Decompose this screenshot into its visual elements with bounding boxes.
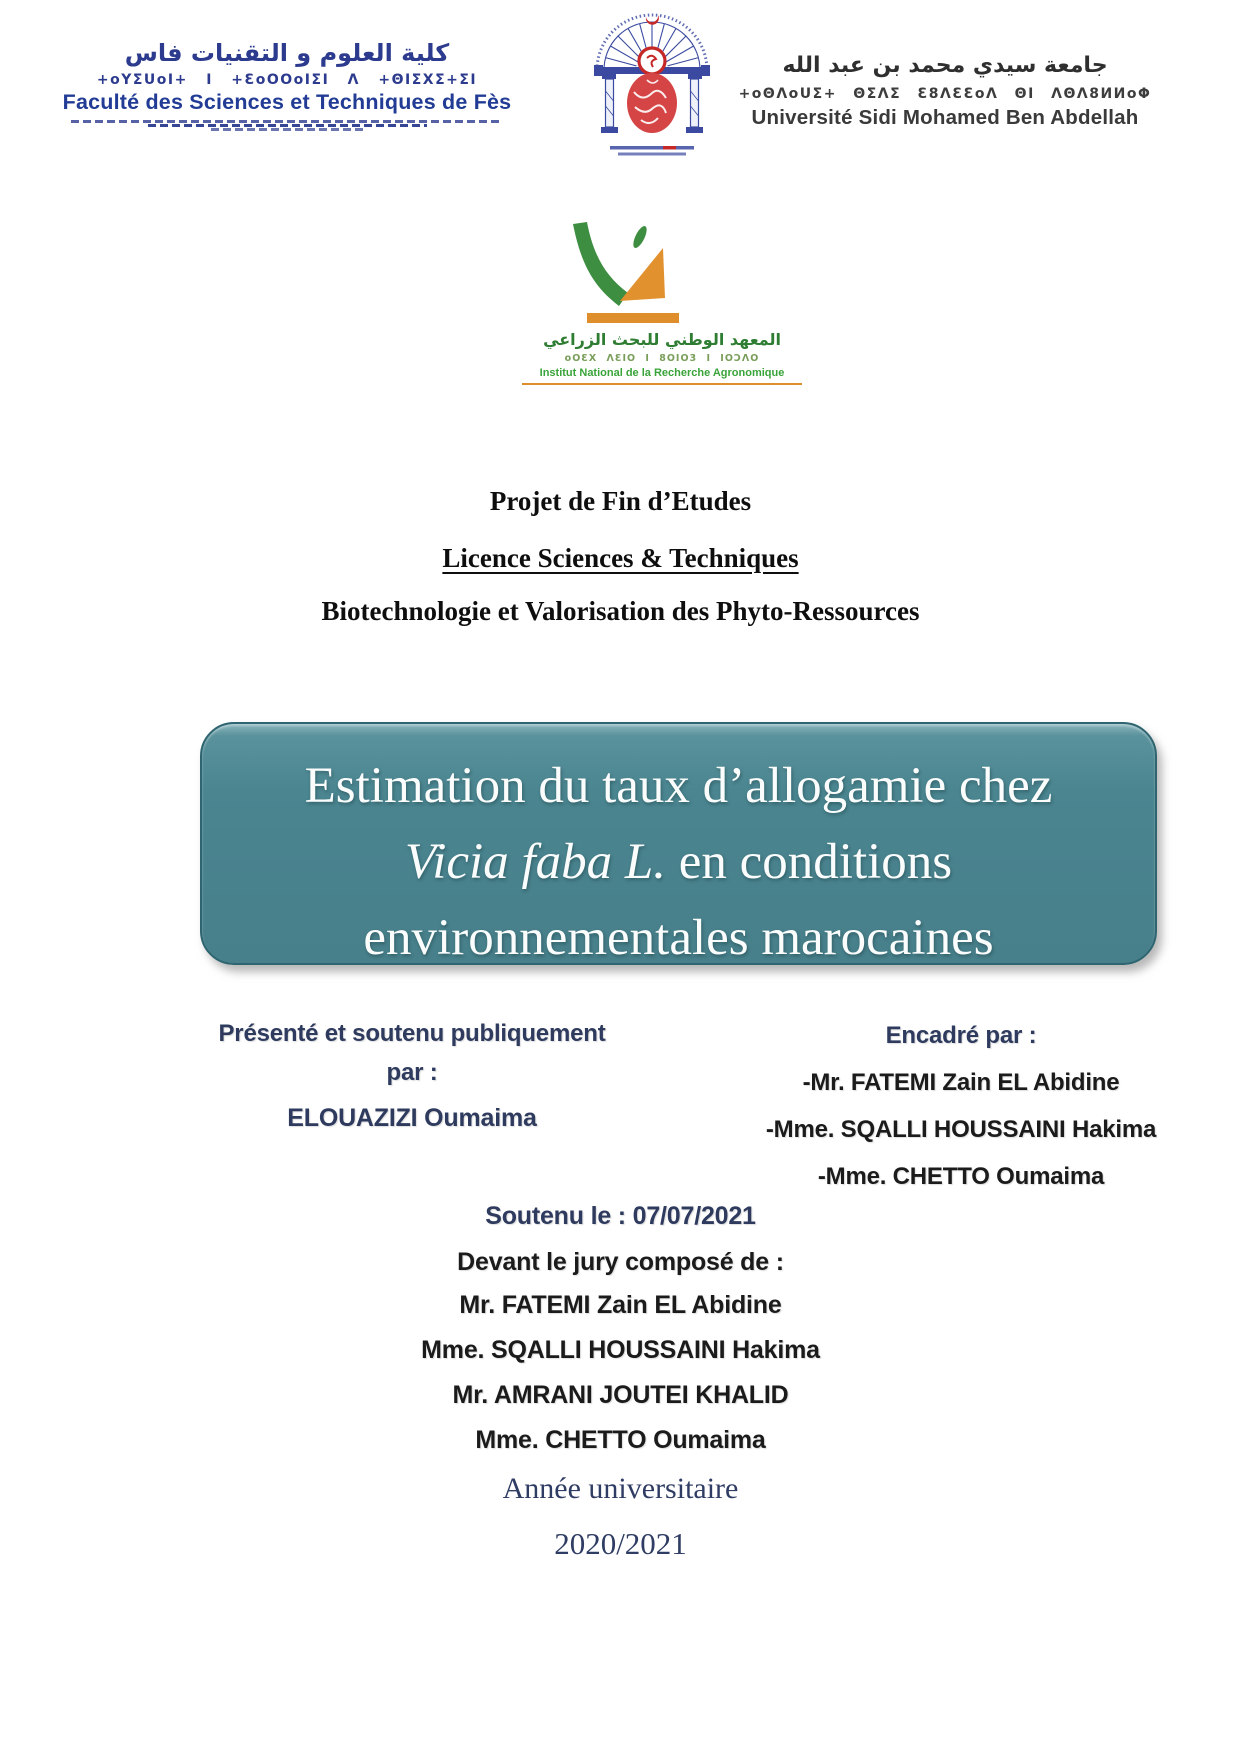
inra-name-tifinagh: oOƐX ΛƐIO I 8OIO3 I IOƆΛO: [564, 353, 760, 364]
faculty-name-french: Faculté des Sciences et Techniques de Fès: [62, 90, 512, 114]
faculty-name-tifinagh: +oYΣUoI+ I +ƐoOOoIΣI Λ +ΘIΣXΣ+ΣI: [96, 72, 478, 88]
faculty-name-arabic: كلية العلوم و التقنيات فاس: [124, 39, 450, 67]
academic-year-label: Année universitaire: [502, 1472, 739, 1505]
supervised-by-block: [728, 1022, 1194, 1191]
program-line-filiere: Biotechnologie et Valorisation des Phyto-Ressources: [321, 596, 920, 626]
inra-name-arabic: المعهد الوطني للبحث الزراعي: [543, 330, 781, 349]
presented-by-heading: Présenté et soutenu publiquement: [218, 1020, 606, 1047]
thesis-title-line3: environnementales marocaines: [363, 910, 994, 966]
program-line-licence: Licence Sciences & Techniques: [442, 543, 799, 573]
faculty-header-block: [62, 38, 512, 132]
student-name: ELOUAZIZI Oumaima: [287, 1104, 537, 1132]
inra-name-french: Institut National de la Recherche Agronomique: [522, 367, 802, 385]
presented-by-par: par :: [386, 1059, 438, 1086]
jury-heading: Devant le jury composé de :: [457, 1248, 784, 1276]
academic-year-value: 2020/2021: [554, 1526, 687, 1561]
supervisor-name: -Mr. FATEMI Zain EL Abidine: [802, 1069, 1120, 1096]
supervisor-name: -Mme. CHETTO Oumaima: [817, 1163, 1105, 1190]
presented-by-block: [182, 1020, 642, 1133]
inra-sprout-icon: [547, 220, 717, 320]
species-name-italic: Vicia faba L.: [404, 834, 666, 890]
inra-text-block: [522, 329, 802, 385]
defense-date-line: Soutenu le : 07/07/2021: [485, 1202, 756, 1230]
jury-member: Mme. SQALLI HOUSSAINI Hakima: [421, 1336, 820, 1364]
thesis-title-line1: Estimation du taux d’allogamie chez: [304, 758, 1053, 814]
thesis-title-box: [200, 722, 1157, 965]
university-name-arabic: جامعة سيدي محمد بن عبد الله: [782, 53, 1108, 78]
university-header-block: [705, 52, 1185, 130]
supervisor-name: -Mme. SQALLI HOUSSAINI Hakima: [765, 1116, 1157, 1143]
inra-logo-bar: [587, 313, 679, 323]
program-line-pfe: Projet de Fin d’Etudes: [489, 486, 752, 516]
university-name-french: Université Sidi Mohamed Ben Abdellah: [751, 106, 1139, 129]
university-name-tifinagh: +oΘΛoUΣ+ ΘΣΛΣ Ɛ8ΛƐƐoΛ ΘI ΛΘΛ8ИИoΦ: [738, 86, 1152, 102]
thesis-title-line2: Vicia faba L. en conditions: [404, 834, 953, 890]
jury-member: Mr. FATEMI Zain EL Abidine: [459, 1291, 782, 1319]
ornamental-dash-divider: [62, 120, 512, 131]
jury-member: Mme. CHETTO Oumaima: [475, 1426, 766, 1454]
jury-member: Mr. AMRANI JOUTEI KHALID: [452, 1381, 789, 1409]
supervised-by-heading: Encadré par :: [885, 1022, 1037, 1049]
